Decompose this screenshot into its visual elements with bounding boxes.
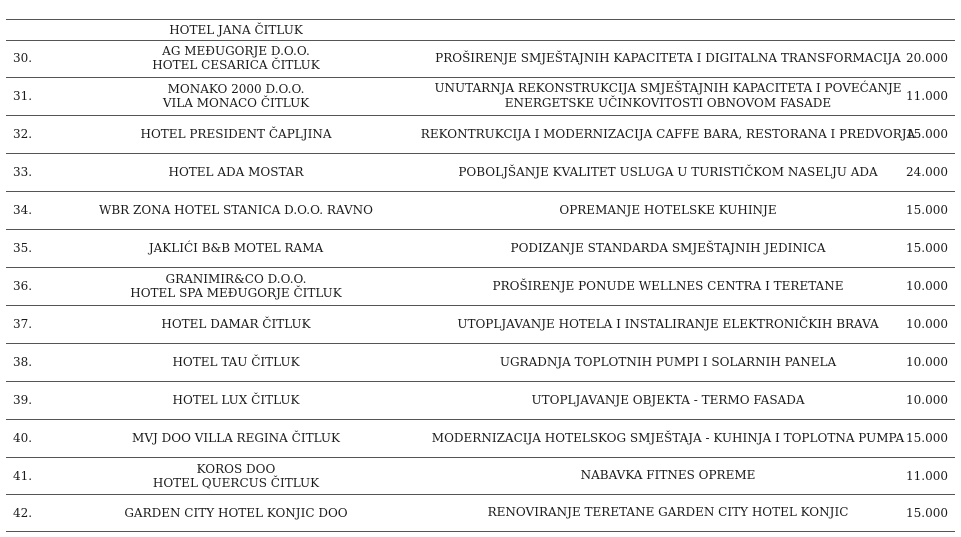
project-description-line: PROŠIRENJE SMJEŠTAJNIH KAPACITETA I DIGITALNA TRANSFORMACIJA — [435, 50, 901, 65]
project-description — [424, 39, 912, 77]
grant-amount: 11.000 — [906, 468, 948, 483]
applicant-name — [66, 381, 406, 419]
project-description-line: RENOVIRANJE TERETANE GARDEN CITY HOTEL KONJIC — [487, 505, 849, 519]
row-number: 34. — [13, 203, 33, 217]
applicant-name-line: HOTEL LUX ČITLUK — [172, 393, 300, 407]
row-number: 33. — [13, 165, 33, 179]
project-description-line: MODERNIZACIJA HOTELSKOG SMJEŠTAJA - KUHINJA I TOPLOTNA PUMPA — [431, 430, 905, 445]
applicant-name — [66, 343, 406, 381]
project-description-line: UNUTARNJA REKONSTRUKCIJA SMJEŠTAJNIH KAPACITETA I POVEĆANJE — [434, 81, 902, 95]
applicant-name — [66, 153, 406, 191]
project-description-line: PODIZANJE STANDARDA SMJEŠTAJNIH JEDINICA — [510, 240, 826, 255]
applicant-name-line: GARDEN CITY HOTEL KONJIC DOO — [124, 505, 348, 520]
grant-amount: 10.000 — [906, 317, 948, 331]
row-number: 37. — [13, 317, 33, 331]
applicant-name-line: MONAKO 2000 D.O.O. — [167, 82, 305, 96]
table-row — [6, 494, 955, 532]
applicant-name-line: HOTEL TAU ČITLUK — [172, 355, 300, 369]
applicant-name — [66, 229, 406, 267]
project-description-line: ENERGETSKE UČINKOVITOSTI OBNOVOM FASADE — [504, 96, 832, 110]
row-number: 31. — [13, 89, 33, 103]
applicant-name — [66, 457, 406, 494]
table-row — [6, 39, 955, 78]
applicant-name-line: HOTEL JANA ČITLUK — [169, 23, 303, 37]
project-description-line: UTOPLJAVANJE OBJEKTA - TERMO FASADA — [531, 392, 805, 407]
table-row — [6, 229, 955, 268]
applicant-name — [66, 39, 406, 77]
applicant-name — [66, 267, 406, 305]
grant-amount: 15.000 — [906, 127, 948, 141]
table-row — [6, 153, 955, 192]
grant-amount: 15.000 — [906, 505, 948, 520]
project-description — [424, 343, 912, 381]
applicant-name-line: AG MEĐUGORJE D.O.O. — [162, 44, 310, 58]
project-description — [424, 267, 912, 305]
project-description-line: UGRADNJA TOPLOTNIH PUMPI I SOLARNIH PANELA — [499, 354, 837, 369]
applicant-name-line: MVJ DOO VILLA REGINA ČITLUK — [132, 431, 340, 445]
project-description — [424, 77, 912, 115]
applicant-name — [66, 419, 406, 457]
project-description — [424, 153, 912, 191]
grant-amount: 10.000 — [906, 393, 948, 407]
row-number: 36. — [13, 279, 33, 293]
applicant-name-line: HOTEL CESARICA ČITLUK — [152, 58, 320, 72]
applicant-name-line: HOTEL PRESIDENT ČAPLJINA — [140, 127, 332, 141]
table-row — [6, 19, 955, 41]
row-number: 41. — [13, 468, 33, 483]
grant-amount: 11.000 — [906, 89, 948, 103]
row-number: 39. — [13, 393, 33, 407]
project-description — [424, 457, 912, 494]
project-description — [424, 305, 912, 343]
grant-amount: 10.000 — [906, 279, 948, 293]
row-number: 40. — [13, 431, 33, 445]
table-row — [6, 115, 955, 154]
project-description — [424, 191, 912, 229]
applicant-name-line: HOTEL QUERCUS ČITLUK — [152, 475, 320, 490]
applicant-name-line: KOROS DOO — [196, 461, 276, 476]
applicant-name — [66, 77, 406, 115]
applicant-name-line: HOTEL SPA MEĐUGORJE ČITLUK — [130, 286, 342, 300]
grant-amount: 15.000 — [906, 431, 948, 445]
row-number: 38. — [13, 355, 33, 369]
grant-amount: 20.000 — [906, 51, 948, 65]
table-row — [6, 419, 955, 458]
grant-amount — [886, 20, 948, 40]
table-row — [6, 191, 955, 230]
table-row — [6, 343, 955, 382]
project-description-line: OPREMANJE HOTELSKE KUHINJE — [559, 202, 777, 217]
applicant-name — [66, 305, 406, 343]
table-row — [6, 267, 955, 306]
table-row — [6, 457, 955, 495]
project-description-line: UTOPLJAVANJE HOTELA I INSTALIRANJE ELEKTRONIČKIH BRAVA — [457, 316, 879, 331]
grant-amount: 10.000 — [906, 355, 948, 369]
project-description — [424, 229, 912, 267]
table-row — [6, 305, 955, 344]
table-row — [6, 77, 955, 116]
project-description — [424, 419, 912, 457]
row-number: 42. — [13, 505, 33, 520]
table-row — [6, 381, 955, 420]
project-description-line: POBOLJŠANJE KVALITET USLUGA U TURISTIČKOM NASELJU ADA — [458, 164, 878, 179]
project-description — [424, 494, 912, 531]
applicant-name-line: VILA MONACO ČITLUK — [162, 96, 310, 110]
applicant-name — [66, 494, 406, 531]
grant-amount: 15.000 — [906, 241, 948, 255]
project-description — [424, 381, 912, 419]
row-number: 30. — [13, 51, 33, 65]
row-number: 32. — [13, 127, 33, 141]
applicant-name — [66, 191, 406, 229]
project-description — [420, 115, 916, 153]
project-description-line: REKONTRUKCIJA I MODERNIZACIJA CAFFE BARA, RESTORANA I PREDVORJA — [420, 126, 916, 141]
grant-amount: 15.000 — [906, 203, 948, 217]
applicant-name-line: HOTEL DAMAR ČITLUK — [161, 317, 311, 331]
applicant-name-line: WBR ZONA HOTEL STANICA D.O.O. RAVNO — [99, 203, 373, 217]
grant-amount: 24.000 — [906, 165, 948, 179]
project-description-line: NABAVKA FITNES OPREME — [580, 468, 756, 482]
applicant-name — [66, 20, 406, 40]
project-description-line: PROŠIRENJE PONUDE WELLNES CENTRA I TERETANE — [492, 278, 844, 293]
applicant-name-line: HOTEL ADA MOSTAR — [168, 165, 304, 179]
applicant-name-line: GRANIMIR&CO D.O.O. — [165, 272, 307, 286]
applicant-name — [66, 115, 406, 153]
project-description — [424, 20, 912, 40]
row-number — [13, 20, 73, 40]
row-number: 35. — [13, 241, 33, 255]
applicant-name-line: JAKLIĆI B&B MOTEL RAMA — [148, 241, 324, 255]
